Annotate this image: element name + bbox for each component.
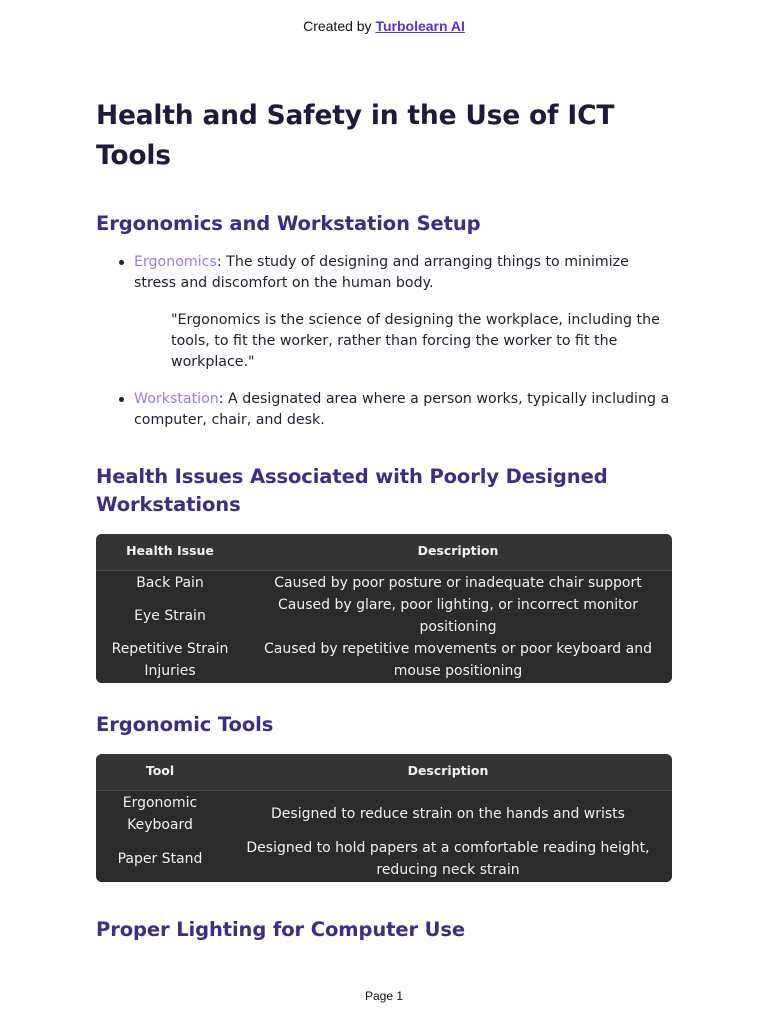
list-item-ergonomics [96,252,672,294]
table-row [96,571,672,594]
section-title-health-issues: Health Issues Associated with Poorly Designed Workstations [96,465,608,516]
table-cell: Designed to hold papers at a comfortable reading height, reducing neck strain [224,836,672,882]
column-header-description: Description [224,754,672,791]
ergonomic-tools-table [96,754,672,882]
table-cell: Ergonomic Keyboard [96,791,224,836]
table-cell: Eye Strain [96,594,244,638]
table-cell: Paper Stand [96,836,224,882]
ergonomics-quote: "Ergonomics is the science of designing the workplace, including the tools, to fit the worker, rather than forcing the worker to fit the workplace." [171,312,660,370]
table-cell: Designed to reduce strain on the hands and wrists [224,791,672,836]
created-by-credit [0,18,768,34]
table-cell: Caused by repetitive movements or poor keyboard and mouse positioning [244,638,672,683]
table-cell: Back Pain [96,571,244,594]
table-row [96,791,672,836]
definitions-list-2 [96,389,672,431]
credit-prefix: Created by [303,18,372,34]
document-content [96,96,672,944]
table-cell: Caused by poor posture or inadequate chair support [244,571,672,594]
table-cell: Repetitive Strain Injuries [96,638,244,683]
term-workstation: Workstation [134,391,219,407]
definition-workstation: : A designated area where a person works, typically including a computer, chair, and desk. [134,391,670,428]
list-item-workstation [96,389,672,431]
health-issues-table [96,534,672,683]
table-row [96,836,672,882]
turbolearn-link[interactable]: Turbolearn AI [375,18,465,34]
section-title-ergonomic-tools: Ergonomic Tools [96,713,274,736]
definition-ergonomics: : The study of designing and arranging things to minimize stress and discomfort on the human body. [134,254,629,291]
column-header-tool: Tool [96,754,224,791]
section-title-ergonomics-workstation: Ergonomics and Workstation Setup [96,212,481,235]
section-title-proper-lighting: Proper Lighting for Computer Use [96,918,466,941]
column-header-health-issue: Health Issue [96,534,244,571]
table-header-row [96,534,672,571]
term-ergonomics: Ergonomics [134,254,217,270]
table-header-row [96,754,672,791]
table-cell: Caused by glare, poor lighting, or incorrect monitor positioning [244,594,672,638]
definitions-list [96,252,672,294]
column-header-description: Description [244,534,672,571]
page-title: Health and Safety in the Use of ICT Tools [96,100,615,171]
page-number: Page 1 [364,989,404,1003]
table-row [96,638,672,683]
table-row [96,594,672,638]
